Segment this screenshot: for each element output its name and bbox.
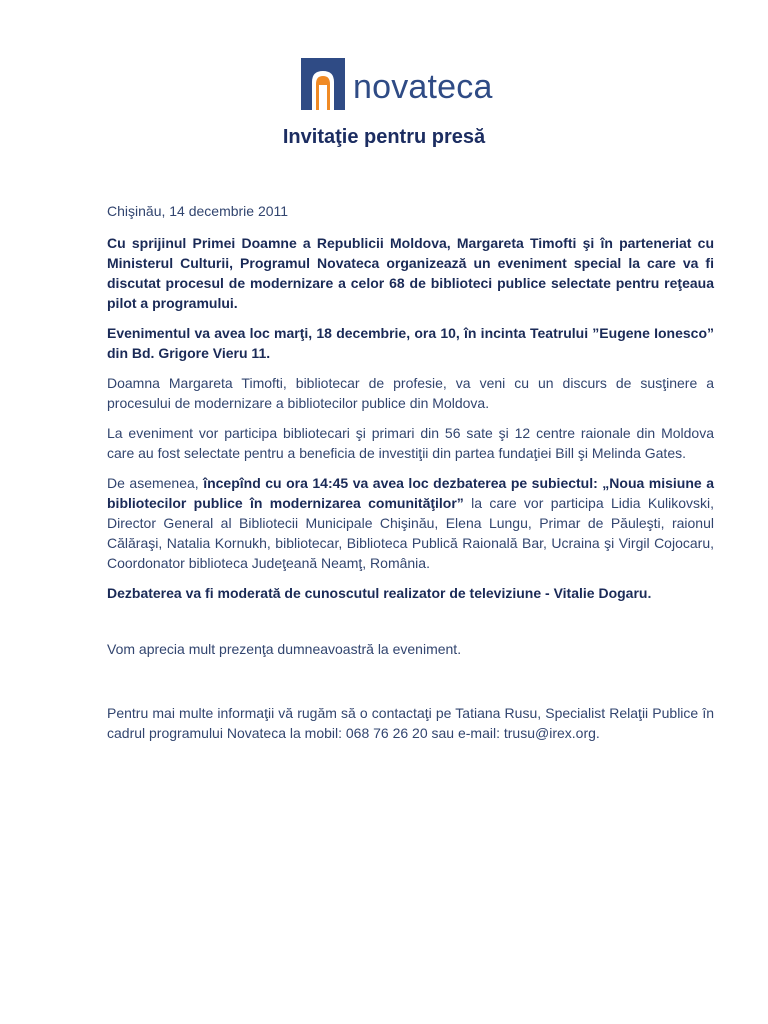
debate-paragraph xyxy=(107,473,714,573)
participants-paragraph: La eveniment vor participa bibliotecari şi primari din 56 sate şi 12 centre raionale din Moldova care au fost selectate pentru a beneficia de investiţii din partea fundaţiei Bill şi Melinda Gates. xyxy=(107,425,714,461)
section-spacer xyxy=(107,613,714,639)
section-spacer xyxy=(107,669,714,703)
contact-paragraph: Pentru mai multe informaţii vă rugăm să o contactaţi pe Tatiana Rusu, Specialist Relaţii Publice în cadrul programului Novateca la mobil: 068 76 26 20 sau e-mail: trusu@irex.org. xyxy=(107,705,714,741)
page-title: Invitaţie pentru presă xyxy=(282,126,486,148)
speech-paragraph: Doamna Margareta Timofti, bibliotecar de profesie, va veni cu un discurs de susţinere a procesului de modernizare a bibliotecilor publice din Moldova. xyxy=(107,375,714,411)
document-body xyxy=(107,201,714,743)
date-line: Chişinău, 14 decembrie 2011 xyxy=(107,203,289,219)
moderator-text: Dezbaterea va fi moderată de cunoscutul realizator de televiziune - Vitalie Dogaru xyxy=(107,585,648,601)
logo-suffix: teca xyxy=(427,68,493,106)
debate-participants-text: la care vor participa Lidia Kulikovski, Director General al Bibliotecii Municipale Chişinău, Elena Lungu, Primar de Păuleşti, raionul Călăraşi, Natalia Kornukh, bibliotecar, Biblioteca Publică Raională Bar, Ucraina şi Virgil Cojocaru, Coordonator biblioteca Judeţeană Neamţ, România. xyxy=(107,495,714,571)
moderator-period: . xyxy=(647,585,652,601)
debate-lead-text: De asemenea, xyxy=(107,475,204,491)
debate-topic-text: începînd cu ora 14:45 va avea loc dezbaterea pe subiectul: „Noua misiune a bibliotecilor publice în modernizarea comunităţilor” xyxy=(107,475,714,511)
contact-section xyxy=(107,703,714,743)
novateca-wordmark xyxy=(353,70,493,104)
moderator-paragraph xyxy=(107,583,714,603)
novateca-logo xyxy=(301,58,493,110)
closing-line: Vom aprecia mult prezenţa dumneavoastră la eveniment. xyxy=(107,641,462,657)
intro-paragraph: Cu sprijinul Primei Doamne a Republicii Moldova, Margareta Timofti şi în parteneriat cu Ministerul Culturii, Programul Novateca organizează un eveniment special la care va fi discutat procesul de modernizare a celor 68 de biblioteci publice selectate pentru reţeaua pilot a programului. xyxy=(107,235,714,311)
logo-prefix: nova xyxy=(353,68,428,106)
event-details-paragraph: Evenimentul va avea loc marţi, 18 decembrie, ora 10, în incinta Teatrului ”Eugene Ionesco” din Bd. Grigore Vieru 11. xyxy=(107,325,714,361)
novateca-logo-icon xyxy=(301,58,345,110)
